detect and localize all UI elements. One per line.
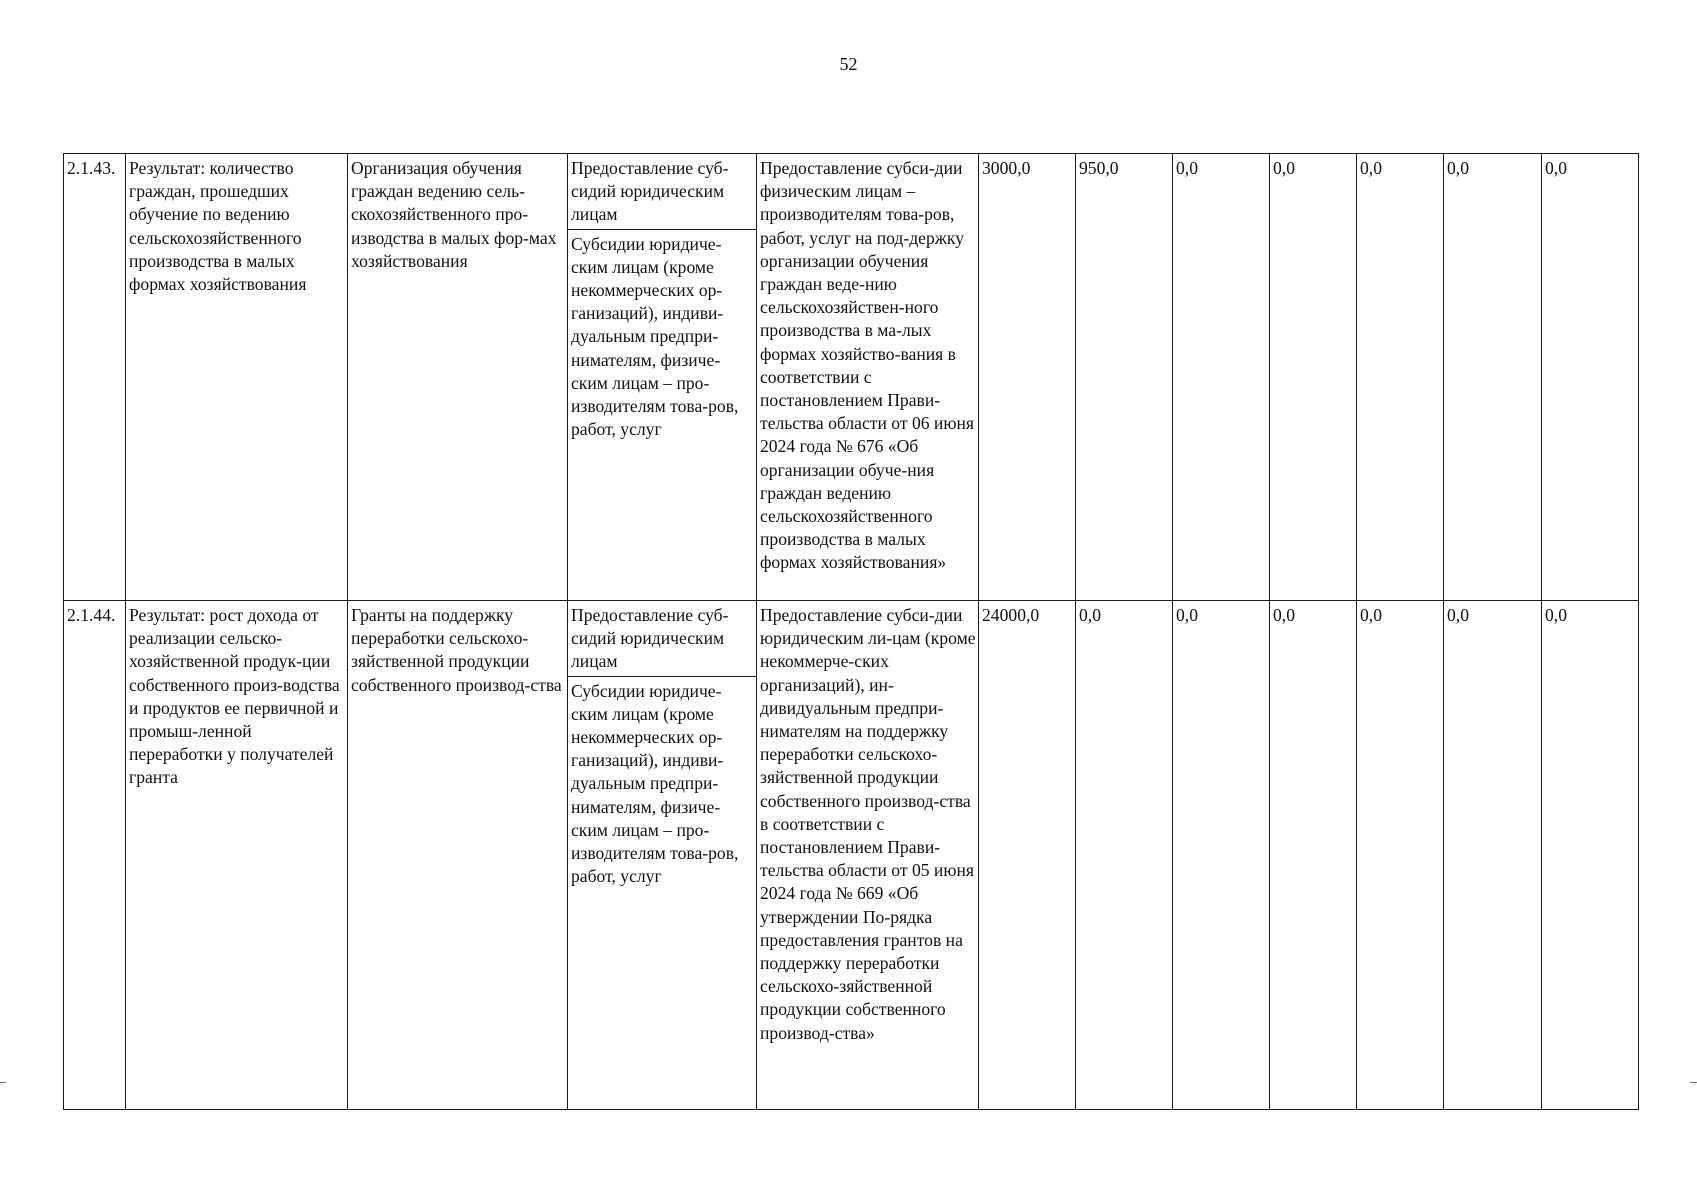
page-number: 52: [839, 54, 858, 74]
value-cell: 0,0: [1270, 601, 1357, 1110]
result-cell: Результат: рост дохода от реализации сельско-хозяйственной продук-ции собственного произ-водства и продуктов ее первичной и промыш-ленной переработки у получателей гранта: [126, 601, 348, 1110]
value-cell: 0,0: [1444, 154, 1542, 601]
expense-type-bottom: Субсидии юридиче-ским лицам (кроме некоммерческих ор-ганизаций), индиви-дуальным предпри-нимателям, физиче-ским лицам – про-изводителям това-ров, работ, услуг: [571, 233, 739, 440]
row-number: 2.1.43.: [64, 154, 126, 601]
value-cell: 3000,0: [979, 154, 1076, 601]
value-cell: 0,0: [1444, 601, 1542, 1110]
description-cell: Предоставление субси-дии физическим лицам – производителям това-ров, работ, услуг на под-держку организации обучения граждан веде-нию сельскохозяйствен-ного производства в ма-лых формах хозяйство-вания в соответствии с постановлением Прави-тельства области от 06 июня 2024 года № 676 «Об организации обуче-ния граждан ведению сельскохозяйственного производства в малых формах хозяйствования»: [757, 154, 979, 601]
expense-type-bottom: Субсидии юридиче-ским лицам (кроме некоммерческих ор-ганизаций), индиви-дуальным предпри-нимателям, физиче-ским лицам – про-изводителям това-ров, работ, услуг: [571, 680, 739, 887]
expense-type-top: Предоставление суб-сидий юридическим лицам: [568, 601, 756, 677]
description-cell: Предоставление субси-дии юридическим ли-цам (кроме некоммерче-ских организаций), ин-дивидуальным предпри-нимателям на поддержку переработки сельскохо-зяйственной продукции собственного производ-ства в соответствии с постановлением Прави-тельства области от 05 июня 2024 года № 669 «Об утверждении По-рядка предоставления грантов на поддержку переработки сельскохо-зяйственной продукции собственного производ-ства»: [757, 601, 979, 1110]
value-cell: 0,0: [1173, 601, 1270, 1110]
value-cell: 0,0: [1542, 154, 1639, 601]
expense-type-cell: [568, 154, 757, 601]
margin-mark-right: [1690, 1082, 1697, 1083]
table-row: [64, 154, 1639, 601]
table-row: [64, 601, 1639, 1110]
value-cell: 950,0: [1076, 154, 1173, 601]
result-cell: Результат: количество граждан, прошедших обучение по ведению сельскохозяйственного производства в малых формах хозяйствования: [126, 154, 348, 601]
value-cell: 0,0: [1542, 601, 1639, 1110]
expense-type-cell: [568, 601, 757, 1110]
program-table: [63, 153, 1639, 1110]
measure-cell: Организация обучения граждан ведению сель-скохозяйственного про-изводства в малых фор-мах хозяйствования: [348, 154, 568, 601]
value-cell: 0,0: [1270, 154, 1357, 601]
expense-type-top: Предоставление суб-сидий юридическим лицам: [568, 154, 756, 230]
measure-cell: Гранты на поддержку переработки сельскохо-зяйственной продукции собственного производ-ства: [348, 601, 568, 1110]
value-cell: 24000,0: [979, 601, 1076, 1110]
value-cell: 0,0: [1076, 601, 1173, 1110]
value-cell: 0,0: [1357, 154, 1444, 601]
value-cell: 0,0: [1173, 154, 1270, 601]
row-number: 2.1.44.: [64, 601, 126, 1110]
margin-mark-left: [0, 1082, 6, 1083]
value-cell: 0,0: [1357, 601, 1444, 1110]
